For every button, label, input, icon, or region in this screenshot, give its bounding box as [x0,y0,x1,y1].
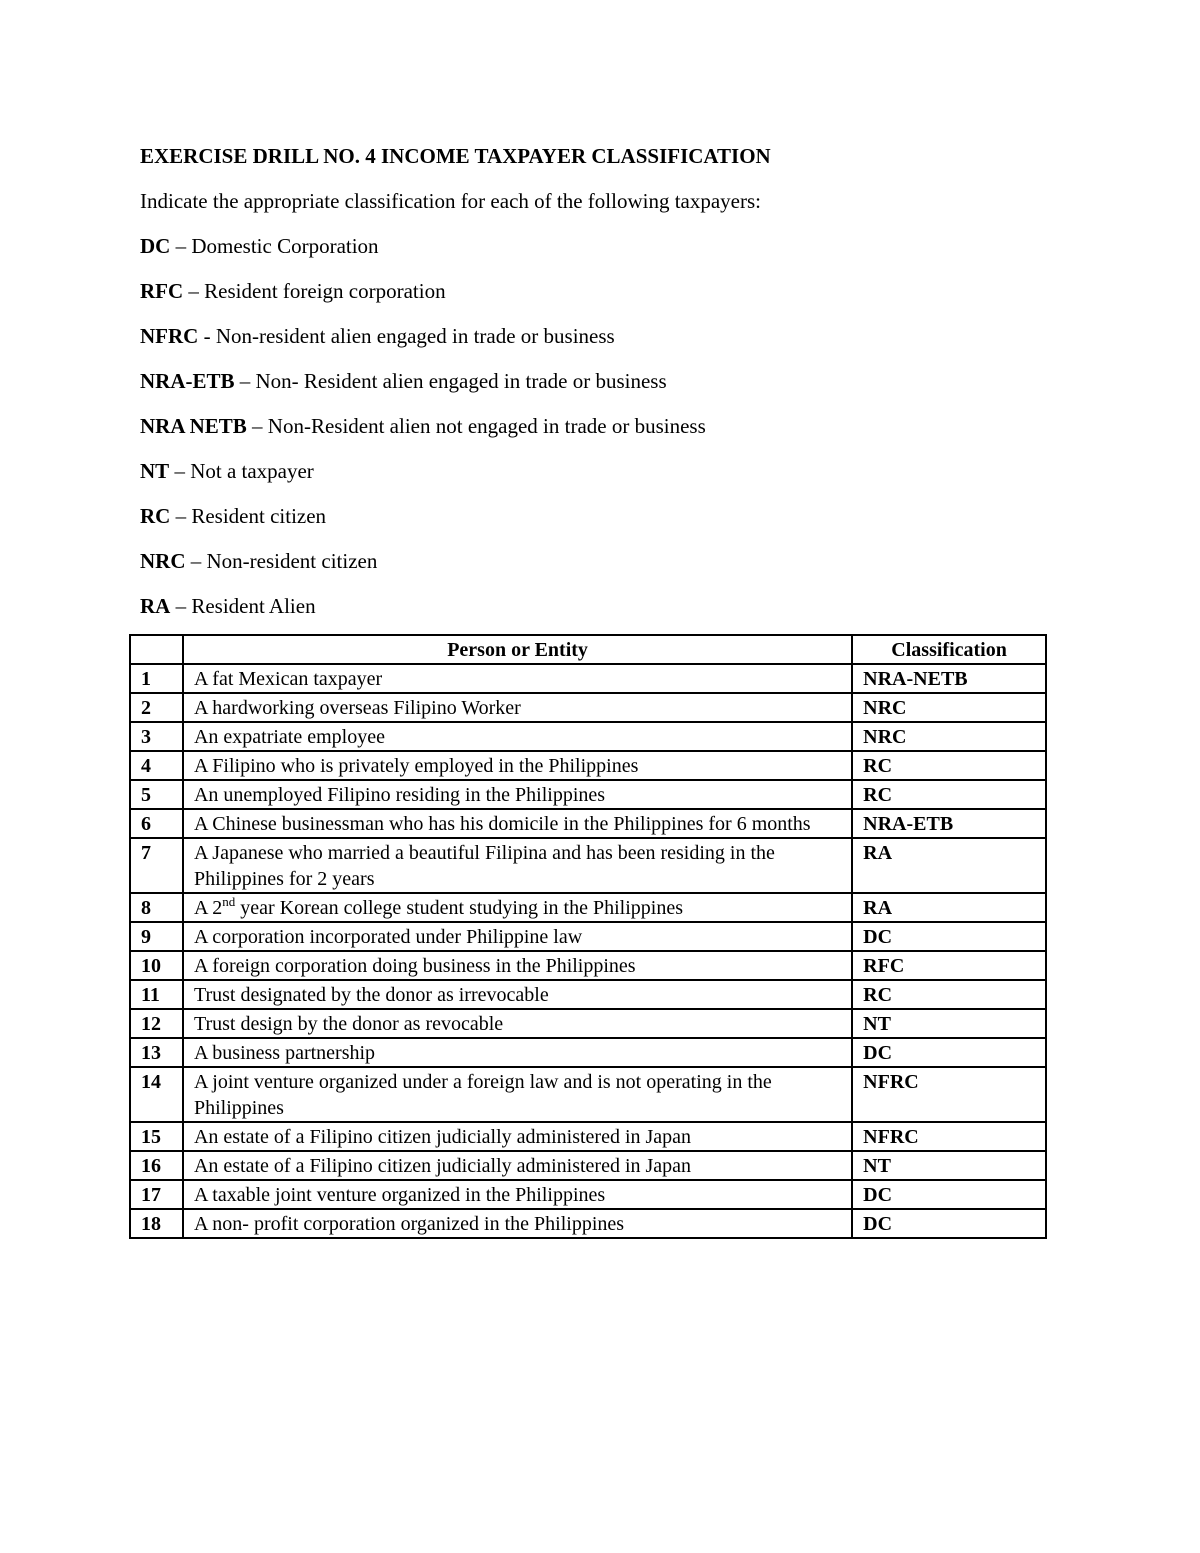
legend-separator: – [185,549,207,573]
classification-table [129,634,1047,1239]
row-classification: RA [852,838,1046,893]
row-classification: DC [852,1180,1046,1209]
row-person: A Chinese businessman who has his domicile in the Philippines for 6 months [183,809,852,838]
legend-description: Non-resident alien engaged in trade or business [215,324,615,348]
legend-item-nra-etb [140,367,706,412]
table-row [130,722,1046,751]
row-person [183,893,852,922]
table-row [130,1067,1046,1122]
table-row [130,951,1046,980]
table-row [130,1122,1046,1151]
legend-item-nrc [140,547,706,592]
legend-description: Resident foreign corporation [204,279,446,303]
row-classification: RA [852,893,1046,922]
row-number: 1 [130,664,183,693]
row-person: A Filipino who is privately employed in the Philippines [183,751,852,780]
legend-item-rc [140,502,706,547]
row-number: 5 [130,780,183,809]
row-number: 2 [130,693,183,722]
row-person: An estate of a Filipino citizen judicially administered in Japan [183,1151,852,1180]
table-row [130,1180,1046,1209]
table-header-row [130,635,1046,664]
instruction-text: Indicate the appropriate classification for each of the following taxpayers: [140,189,761,213]
ordinal-suffix: nd [222,894,236,909]
row-classification: NRA-ETB [852,809,1046,838]
row-number: 9 [130,922,183,951]
row-number: 12 [130,1009,183,1038]
row-number: 15 [130,1122,183,1151]
table-row [130,980,1046,1009]
row-person: A corporation incorporated under Philippine law [183,922,852,951]
row-number: 6 [130,809,183,838]
row-person: Trust design by the donor as revocable [183,1009,852,1038]
row-person: A foreign corporation doing business in the Philippines [183,951,852,980]
row-number: 14 [130,1067,183,1122]
row-person: An unemployed Filipino residing in the Philippines [183,780,852,809]
row-person: A hardworking overseas Filipino Worker [183,693,852,722]
row-person-text: year Korean college student studying in the Philippines [235,897,683,919]
row-classification: NT [852,1151,1046,1180]
row-number: 18 [130,1209,183,1238]
legend-separator: – [183,279,205,303]
row-number: 3 [130,722,183,751]
row-classification: NRC [852,722,1046,751]
row-classification: RC [852,780,1046,809]
legend-code: NRC [140,549,186,573]
legend-code: RC [140,504,171,528]
row-number: 17 [130,1180,183,1209]
row-person: Trust designated by the donor as irrevocable [183,980,852,1009]
row-number: 16 [130,1151,183,1180]
row-classification: NFRC [852,1067,1046,1122]
header-number [130,635,183,664]
legend-description: Not a taxpayer [190,459,314,483]
legend-code: NRA-ETB [140,369,235,393]
table-row [130,693,1046,722]
row-number: 13 [130,1038,183,1067]
legend-separator: – [246,414,268,438]
row-person: A taxable joint venture organized in the Philippines [183,1180,852,1209]
row-person: An expatriate employee [183,722,852,751]
table-row [130,893,1046,922]
row-person: A business partnership [183,1038,852,1067]
row-person: A fat Mexican taxpayer [183,664,852,693]
header-person-or-entity: Person or Entity [183,635,852,664]
table-row [130,1038,1046,1067]
row-person: An estate of a Filipino citizen judicially administered in Japan [183,1122,852,1151]
legend-item-nfrc [140,322,706,367]
legend-code: RA [140,594,171,618]
row-classification: NFRC [852,1122,1046,1151]
legend-item-ra [140,592,706,637]
legend-item-nt [140,457,706,502]
legend-item-dc [140,232,706,277]
row-classification: DC [852,1038,1046,1067]
table-row [130,751,1046,780]
legend-code: NFRC [140,324,199,348]
row-person-text: A 2 [193,897,223,919]
table-row [130,922,1046,951]
table-row [130,780,1046,809]
legend-description: Non-resident citizen [206,549,378,573]
table-row [130,838,1046,893]
table-row [130,1209,1046,1238]
row-number: 7 [130,838,183,893]
legend-code: NRA NETB [140,414,247,438]
legend-separator: – [170,594,192,618]
legend-separator: – [170,504,192,528]
legend-code: NT [140,459,170,483]
legend-code: RFC [140,279,184,303]
row-classification: RC [852,980,1046,1009]
legend-description: Resident citizen [191,504,327,528]
legend-description: Domestic Corporation [191,234,379,258]
row-number: 4 [130,751,183,780]
row-person: A joint venture organized under a foreign law and is not operating in the Philippines [183,1067,852,1122]
row-classification: RC [852,751,1046,780]
row-person: A non- profit corporation organized in the Philippines [183,1209,852,1238]
page-title: EXERCISE DRILL NO. 4 INCOME TAXPAYER CLASSIFICATION [140,144,771,168]
row-classification: DC [852,922,1046,951]
row-number: 8 [130,893,183,922]
legend-separator: - [198,324,216,348]
legend-item-nra-netb [140,412,706,457]
classification-legend [140,232,706,637]
row-classification: NT [852,1009,1046,1038]
row-number: 11 [130,980,183,1009]
header-classification: Classification [852,635,1046,664]
legend-description: Non- Resident alien engaged in trade or business [255,369,667,393]
table-row [130,1009,1046,1038]
legend-separator: – [170,234,192,258]
legend-item-rfc [140,277,706,322]
row-classification: DC [852,1209,1046,1238]
legend-separator: – [169,459,191,483]
row-number: 10 [130,951,183,980]
table-row [130,1151,1046,1180]
row-person: A Japanese who married a beautiful Filipina and has been residing in the Philippines for 2 years [183,838,852,893]
row-classification: RFC [852,951,1046,980]
legend-separator: – [234,369,256,393]
table-row [130,664,1046,693]
table-row [130,809,1046,838]
row-classification: NRC [852,693,1046,722]
legend-description: Non-Resident alien not engaged in trade or business [267,414,706,438]
row-classification: NRA-NETB [852,664,1046,693]
legend-code: DC [140,234,171,258]
legend-description: Resident Alien [191,594,316,618]
